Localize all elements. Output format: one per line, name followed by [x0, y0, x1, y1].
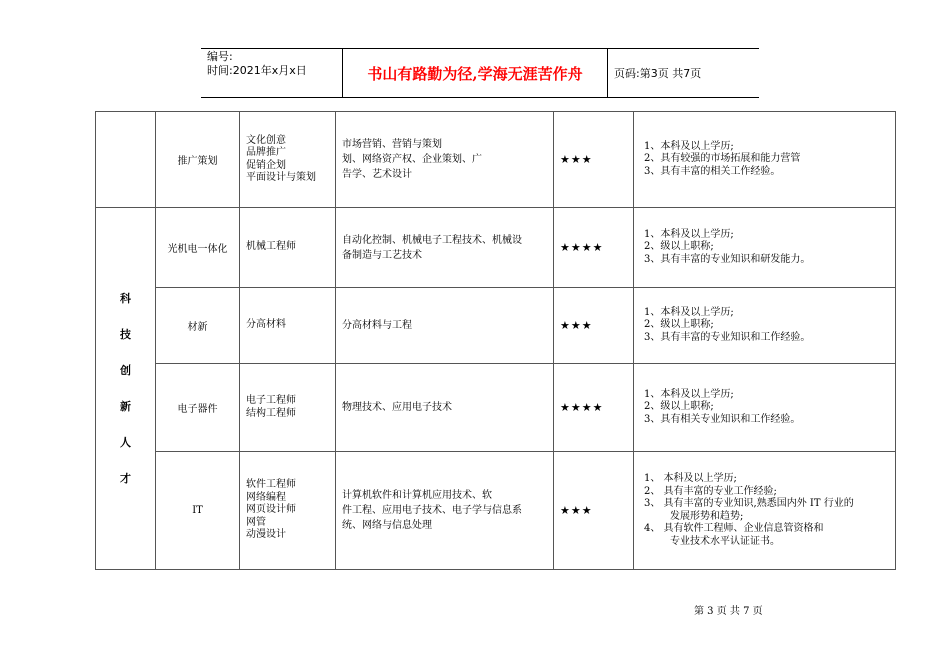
rating-stars: ★★★★ [554, 364, 634, 452]
major-cell-line: 物理技术、应用电子技术 [342, 402, 452, 413]
direction-cell-line: 网络编程 [246, 491, 286, 503]
requirements-cell-line: 1、本科及以上学历; [644, 228, 734, 240]
major-cell [336, 208, 554, 288]
category-char: 科 [120, 291, 131, 305]
position-cell: IT [156, 452, 240, 570]
direction-cell-line: 网页设计师 [246, 504, 296, 516]
rating-stars: ★★★ [554, 452, 634, 570]
major-cell-line: 自动化控制、机械电子工程技术、机械设 [342, 234, 522, 246]
direction-cell-line: 动漫设计 [246, 529, 286, 541]
position-cell: 推广策划 [156, 112, 240, 208]
header-divider [607, 49, 608, 97]
requirements-cell-line: 发展形势和趋势; [670, 510, 744, 522]
major-cell [336, 112, 554, 208]
requirements-cell-line: 3、具有相关专业知识和工作经验。 [644, 413, 801, 425]
page-footer: 第 3 页 共 7 页 [694, 606, 763, 617]
category-char: 才 [120, 471, 131, 485]
requirements-cell-line: 专业技术水平认证证书。 [670, 535, 780, 547]
major-cell-line: 件工程、应用电子技术、电子学与信息系 [342, 505, 522, 516]
requirements-cell [634, 208, 896, 288]
table-row [96, 288, 896, 364]
rating-stars: ★★★ [554, 112, 634, 208]
requirements-cell-line: 3、具有丰富的专业知识和工作经验。 [644, 331, 811, 343]
motto: 书山有路勤为径,学海无涯苦作舟 [367, 64, 583, 83]
page-indicator: 页码:第3页 共7页 [614, 67, 702, 80]
direction-cell-line: 分高材料 [246, 319, 286, 331]
talent-table [95, 111, 896, 570]
position-cell: 材新 [156, 288, 240, 364]
direction-cell-line: 网管 [246, 516, 266, 528]
table-row [96, 112, 896, 208]
requirements-cell-line: 1、本科及以上学历; [644, 388, 734, 400]
requirements-cell-line: 2、级以上职称; [644, 401, 714, 413]
table-row [96, 208, 896, 288]
major-cell [336, 288, 554, 364]
direction-cell-line: 促销企划 [246, 159, 286, 171]
major-cell [336, 452, 554, 570]
direction-cell-line: 品牌推广 [246, 147, 286, 158]
direction-cell [240, 288, 336, 364]
table-row [96, 452, 896, 570]
direction-cell-line: 机械工程师 [246, 241, 296, 253]
page-header [201, 48, 759, 98]
requirements-cell [634, 112, 896, 208]
requirements-cell-line: 1、 本科及以上学历; [644, 473, 737, 484]
requirements-cell-line: 2、具有较强的市场拓展和能力营管 [644, 153, 801, 165]
major-cell-line: 市场营销、营销与策划 [342, 139, 442, 150]
major-cell [336, 364, 554, 452]
requirements-cell-line: 1、本科及以上学历; [644, 306, 734, 318]
requirements-cell-line: 2、级以上职称; [644, 319, 714, 331]
rating-stars: ★★★★ [554, 208, 634, 288]
requirements-cell-line: 3、具有丰富的专业知识和研发能力。 [644, 253, 811, 265]
category-cell [96, 208, 156, 570]
major-cell-line: 统、网络与信息处理 [342, 520, 432, 531]
position-cell: 光机电一体化 [156, 208, 240, 288]
direction-cell [240, 208, 336, 288]
direction-cell [240, 452, 336, 570]
requirements-cell-line: 2、级以上职称; [644, 241, 714, 253]
major-cell-line: 告学、艺术设计 [342, 169, 412, 180]
empty-category-cell [96, 112, 156, 208]
requirements-cell [634, 288, 896, 364]
direction-cell-line: 电子工程师 [246, 395, 296, 406]
category-char: 技 [120, 327, 131, 341]
category-char: 创 [120, 363, 131, 377]
table-row [96, 364, 896, 452]
requirements-cell-line: 4、 具有软件工程师、企业信息管资格和 [644, 523, 824, 534]
requirements-cell-line: 3、具有丰富的相关工作经验。 [644, 165, 781, 177]
direction-cell [240, 112, 336, 208]
header-divider [342, 49, 343, 97]
major-cell-line: 计算机软件和计算机应用技术、软 [342, 490, 492, 501]
requirements-cell [634, 364, 896, 452]
requirements-cell-line: 1、本科及以上学历; [644, 140, 734, 152]
code-label: 编号: [207, 50, 233, 63]
direction-cell-line: 文化创意 [246, 134, 286, 146]
direction-cell-line: 平面设计与策划 [246, 172, 316, 183]
position-cell: 电子器件 [156, 364, 240, 452]
category-char: 人 [120, 435, 131, 449]
requirements-cell-line: 2、 具有丰富的专业工作经验; [644, 485, 777, 497]
direction-cell-line: 软件工程师 [246, 479, 296, 491]
direction-cell-line: 结构工程师 [246, 407, 296, 419]
major-cell-line: 划、网络资产权、企业策划、广 [342, 154, 482, 165]
requirements-cell-line: 3、 具有丰富的专业知识,熟悉国内外 IT 行业的 [644, 498, 854, 509]
direction-cell [240, 364, 336, 452]
major-cell-line: 备制造与工艺技术 [342, 249, 422, 261]
time-label: 时间:2021年x月x日 [207, 64, 307, 77]
header-meta [207, 50, 307, 78]
major-cell-line: 分高材料与工程 [342, 320, 412, 331]
category-char: 新 [120, 399, 131, 413]
requirements-cell [634, 452, 896, 570]
rating-stars: ★★★ [554, 288, 634, 364]
